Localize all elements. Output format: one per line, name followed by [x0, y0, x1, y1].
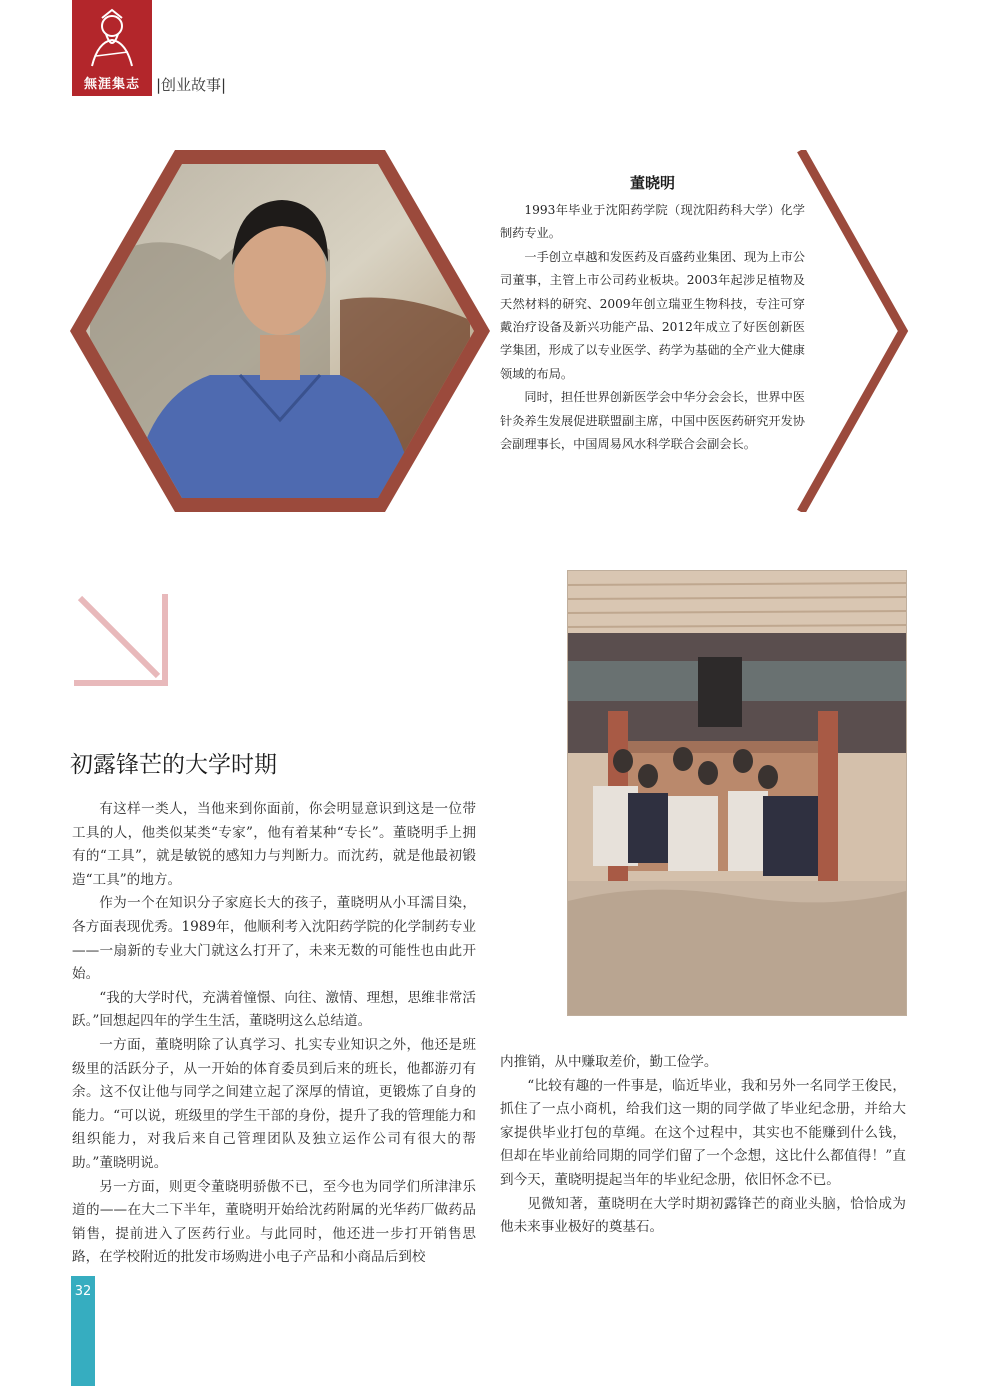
article-paragraph: 作为一个在知识分子家庭长大的孩子，董晓明从小耳濡目染，各方面表现优秀。1989年，他顺利考入沈阳药学院的化学制药专业——一扇新的专业大门就这么打开了，未来无数的可能性也由此开始。: [72, 895, 476, 983]
scholar-portrait-icon: [84, 8, 140, 68]
university-group-photo: [567, 570, 907, 1016]
bio-paragraph: 1993年毕业于沈阳药学院（现沈阳药科大学）化学制药专业。: [500, 203, 805, 241]
article-paragraph: 有这样一类人，当他来到你面前，你会明显意识到这是一位带工具的人，他类似某类“专家”，他有着某种“专长”。董晓明手上拥有的“工具”，就是敏锐的感知力与判断力。而沈药，就是他最初锻造“工具”的地方。: [72, 801, 476, 888]
chevron-right-icon: [795, 150, 911, 512]
magazine-logo: [72, 0, 152, 96]
article-heading: 初露锋芒的大学时期: [70, 752, 277, 778]
bio-paragraph: 同时，担任世界创新医学会中华分会会长，世界中医针灸养生发展促进联盟副主席，中国中医医药研究开发协会副理事长，中国周易风水科学联合会副会长。: [500, 390, 805, 452]
article-left-column: [72, 798, 476, 1270]
article-paragraph: 一方面，董晓明除了认真学习、扎实专业知识之外，他还是班级里的活跃分子，从一开始的体育委员到后来的班长，他都游刃有余。这不仅让他与同学之间建立起了深厚的情谊，更锻炼了自身的能力。“可以说，班级里的学生干部的身份，提升了我的管理能力和组织能力，对我后来自己管理团队及独立运作公司有很大的帮助。”董晓明说。: [72, 1036, 476, 1171]
arrow-down-right-icon: [70, 588, 170, 688]
article-paragraph: 内推销，从中赚取差价，勤工俭学。: [500, 1054, 718, 1070]
portrait-photo: [70, 150, 490, 512]
logo-text: 無涯集志: [83, 77, 140, 92]
bio-paragraph: 一手创立卓越和发医药及百盛药业集团、现为上市公司董事，主管上市公司药业板块。2003年起涉足植物及天然材料的研究、2009年创立瑞亚生物科技，专注可穿戴治疗设备及新兴功能产品、2012年成立了好医创新医学集团，形成了以专业医学、药学为基础的全产业大健康领域的布局。: [500, 249, 805, 381]
article-paragraph: 另一方面，则更令董晓明骄傲不已，至今也为同学们所津津乐道的——在大二下半年，董晓明开始给沈药附属的光华药厂做药品销售，提前进入了医药行业。与此同时，他还进一步打开销售思路，在学校附近的批发市场购进小电子产品和小商品后到校: [72, 1178, 476, 1266]
page-number: 32: [74, 1284, 92, 1299]
section-label: |创业故事|: [156, 76, 227, 94]
bio-panel: [500, 172, 805, 456]
article-paragraph: “比较有趣的一件事是，临近毕业，我和另外一名同学王俊民，抓住了一点小商机，给我们这一期的同学做了毕业纪念册，并给大家提供毕业打包的草绳。在这个过程中，其实也不能赚到什么钱，但却在毕业前给同期的同学们留了一个念想，这比什么都值得！”直到今天，董晓明提起当年的毕业纪念册，依旧怀念不已。: [500, 1077, 906, 1188]
bio-name: 董晓明: [629, 174, 675, 192]
article-paragraph: 见微知著，董晓明在大学时期初露锋芒的商业头脑，恰恰成为他未来事业极好的奠基石。: [500, 1195, 906, 1236]
article-paragraph: “我的大学时代，充满着憧憬、向往、激情、理想，思维非常活跃。”回想起四年的学生生活，董晓明这么总结道。: [72, 989, 476, 1030]
article-right-column: [500, 1051, 906, 1240]
